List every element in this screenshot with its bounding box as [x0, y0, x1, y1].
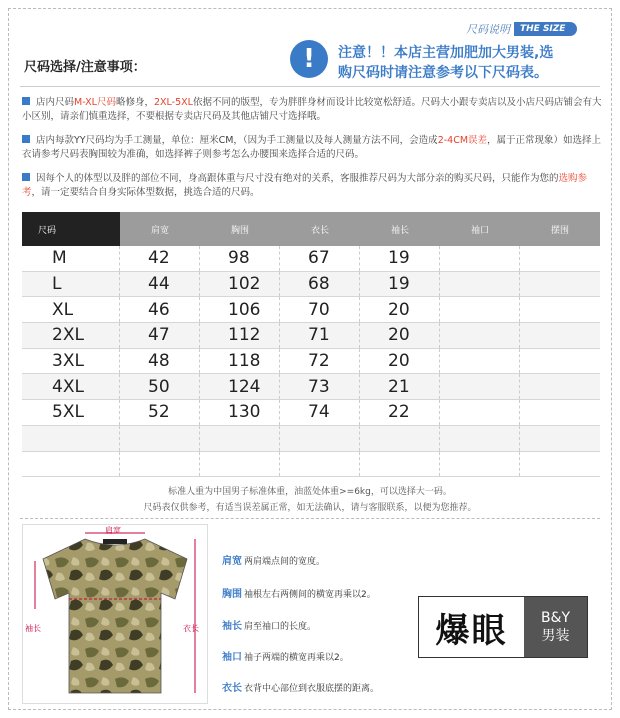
table-cell: 102 [200, 272, 280, 297]
table-cell [520, 349, 600, 374]
table-cell [440, 297, 520, 322]
table-cell: 42 [120, 246, 200, 271]
shoulder-label: 肩宽 [105, 526, 121, 535]
note-1-p4: 依据不同的版型，专为胖胖身材而设计比较宽松舒适。尺码大小跟专卖店以及小店尺码店铺会有大小区别，请亲们慎重选择，不要根据专卖店尺码及其他店铺尺寸选择哦。 [22, 97, 602, 122]
footnote-line-2: 尺码表仅供参考，有适当误差属正常，如无法确认，请与客服联系，以便为您推荐。 [143, 503, 477, 513]
logo-subtitle: 男装 [541, 628, 570, 644]
table-cell [200, 452, 280, 477]
table-row [22, 323, 600, 349]
table-header [22, 212, 600, 246]
table-cell: 19 [360, 246, 440, 271]
table-cell [200, 426, 280, 451]
def-desc: 衣背中心部位到衣服底摆的距离。 [244, 684, 380, 694]
table-cell [520, 272, 600, 297]
table-cell: 67 [280, 246, 360, 271]
notice-line-1: 注意！！本店主营加肥加大男装,选 [338, 45, 554, 61]
exclamation-icon: ! [290, 40, 328, 78]
col-header-cuff: 袖口 [470, 225, 489, 236]
table-cell [120, 452, 200, 477]
def-desc: 两肩端点间的宽度。 [244, 557, 326, 567]
table-cell: 21 [360, 374, 440, 399]
col-header-shoulder: 肩宽 [150, 225, 169, 236]
def-term: 肩宽 [222, 556, 242, 567]
note-3-p1: 选购参考 [22, 173, 588, 198]
table-cell [22, 452, 120, 477]
table-cell: 130 [200, 400, 280, 425]
note-2-p0: 店内每款YY尺码均为手工测量，单位：厘米CM，（因为手工测量以及每人测量方法不同，会造成 [36, 135, 438, 146]
table-cell [520, 297, 600, 322]
table-cell: 5XL [22, 400, 120, 425]
table-cell [440, 426, 520, 451]
brand-pill: THE SIZE [514, 22, 577, 36]
table-cell: 72 [280, 349, 360, 374]
table-cell: 71 [280, 323, 360, 348]
def-sleeve [222, 617, 316, 632]
note-3 [22, 172, 606, 200]
sleeve-label: 袖长 [25, 624, 41, 633]
table-row [22, 452, 600, 478]
section-divider [20, 518, 600, 519]
note-2 [22, 134, 606, 162]
table-cell [360, 426, 440, 451]
table-body [22, 246, 600, 477]
table-cell [120, 426, 200, 451]
def-desc: 袖根左右两侧间的横宽再乘以2。 [244, 590, 376, 600]
table-cell: 4XL [22, 374, 120, 399]
table-cell: 106 [200, 297, 280, 322]
def-cuff [222, 648, 349, 663]
table-cell [440, 246, 520, 271]
def-length [222, 679, 379, 694]
def-term: 袖长 [222, 621, 242, 632]
note-1-p2: 略修身， [115, 97, 154, 108]
table-row [22, 426, 600, 452]
length-label: 衣长 [183, 624, 199, 633]
note-1-p3: 2XL-5XL [153, 97, 193, 108]
bullet-square-icon [22, 173, 30, 181]
table-row [22, 349, 600, 375]
brand-script-text: 尺码说明 [466, 23, 510, 36]
table-cell [440, 323, 520, 348]
def-desc: 肩至袖口的长度。 [244, 622, 317, 632]
table-cell: 68 [280, 272, 360, 297]
table-cell [440, 349, 520, 374]
table-cell [440, 400, 520, 425]
table-cell [440, 452, 520, 477]
table-cell: 73 [280, 374, 360, 399]
page-title: 尺码选择/注意事项： [24, 60, 146, 75]
col-header-sleeve: 袖长 [390, 225, 409, 236]
note-2-p2: ，属于正常现象）如选择上衣请参考尺码表胸围较为准确，如选择裤子则参考怎么办腰围来选择合适的尺码。 [22, 135, 602, 160]
table-cell: XL [22, 297, 120, 322]
header-divider [20, 86, 600, 87]
bullet-square-icon [22, 97, 30, 105]
tshirt-illustration [23, 525, 207, 703]
bullet-square-icon [22, 135, 30, 143]
table-row [22, 297, 600, 323]
table-footnote [20, 484, 600, 516]
table-cell: M [22, 246, 120, 271]
table-cell: 112 [200, 323, 280, 348]
table-cell: 50 [120, 374, 200, 399]
table-cell: 98 [200, 246, 280, 271]
note-2-p1: 2-4CM误差 [437, 135, 488, 146]
size-table [22, 212, 600, 477]
def-term: 衣长 [222, 683, 242, 694]
table-cell [520, 246, 600, 271]
table-cell [22, 426, 120, 451]
table-cell [280, 426, 360, 451]
table-cell: 2XL [22, 323, 120, 348]
brand-logo [418, 596, 588, 658]
notice-line-2: 购尺码时请注意参考以下尺码表。 [338, 65, 548, 81]
table-cell: 48 [120, 349, 200, 374]
def-term: 胸围 [222, 589, 242, 600]
col-header-chest: 胸围 [230, 225, 249, 236]
def-desc: 袖子两端的横宽再乘以2。 [244, 653, 349, 663]
footnote-line-1: 标准人重为中国男子标准体重，油蓝处体重>=6kg，可以选择大一码。 [168, 487, 452, 497]
note-1 [22, 96, 606, 124]
col-header-hem: 摆围 [550, 225, 569, 236]
table-cell: 46 [120, 297, 200, 322]
note-1-p0: 店内尺码 [36, 97, 75, 108]
table-cell [520, 400, 600, 425]
table-cell: 19 [360, 272, 440, 297]
table-cell: 52 [120, 400, 200, 425]
table-cell [280, 452, 360, 477]
table-cell: 124 [200, 374, 280, 399]
tshirt-diagram [22, 524, 208, 704]
table-cell: 74 [280, 400, 360, 425]
logo-right-block [524, 597, 587, 657]
table-cell [440, 374, 520, 399]
table-cell [440, 272, 520, 297]
table-cell: L [22, 272, 120, 297]
def-shoulder [222, 552, 325, 567]
size-brand-tag [466, 20, 577, 38]
table-cell [520, 323, 600, 348]
table-cell: 47 [120, 323, 200, 348]
logo-latin: B&Y [540, 610, 571, 626]
table-row [22, 400, 600, 426]
table-cell [520, 426, 600, 451]
note-3-p0: 因每个人的体型以及胖的部位不同，身高跟体重与尺寸没有绝对的关系，客服推荐尺码为大部分亲的购买尺码，只能作为您的 [36, 173, 559, 184]
table-cell [520, 452, 600, 477]
table-row [22, 246, 600, 272]
col-header-size: 尺码 [22, 212, 120, 246]
def-term: 袖口 [222, 652, 242, 663]
table-cell: 3XL [22, 349, 120, 374]
table-cell: 118 [200, 349, 280, 374]
table-row [22, 374, 600, 400]
table-cell: 70 [280, 297, 360, 322]
table-cell: 20 [360, 297, 440, 322]
col-header-length: 衣长 [310, 225, 329, 236]
note-1-p1: M-XL尺码 [74, 97, 116, 108]
notice-text [338, 43, 608, 83]
def-chest [222, 585, 376, 600]
table-cell [520, 374, 600, 399]
logo-chinese: 爆眼 [419, 597, 524, 657]
table-cell: 20 [360, 349, 440, 374]
table-cell: 20 [360, 323, 440, 348]
table-cell: 22 [360, 400, 440, 425]
table-row [22, 272, 600, 298]
table-cell [360, 452, 440, 477]
table-cell: 44 [120, 272, 200, 297]
note-3-p2: ，请一定要结合自身实际体型数据，挑选合适的尺码。 [31, 187, 260, 198]
